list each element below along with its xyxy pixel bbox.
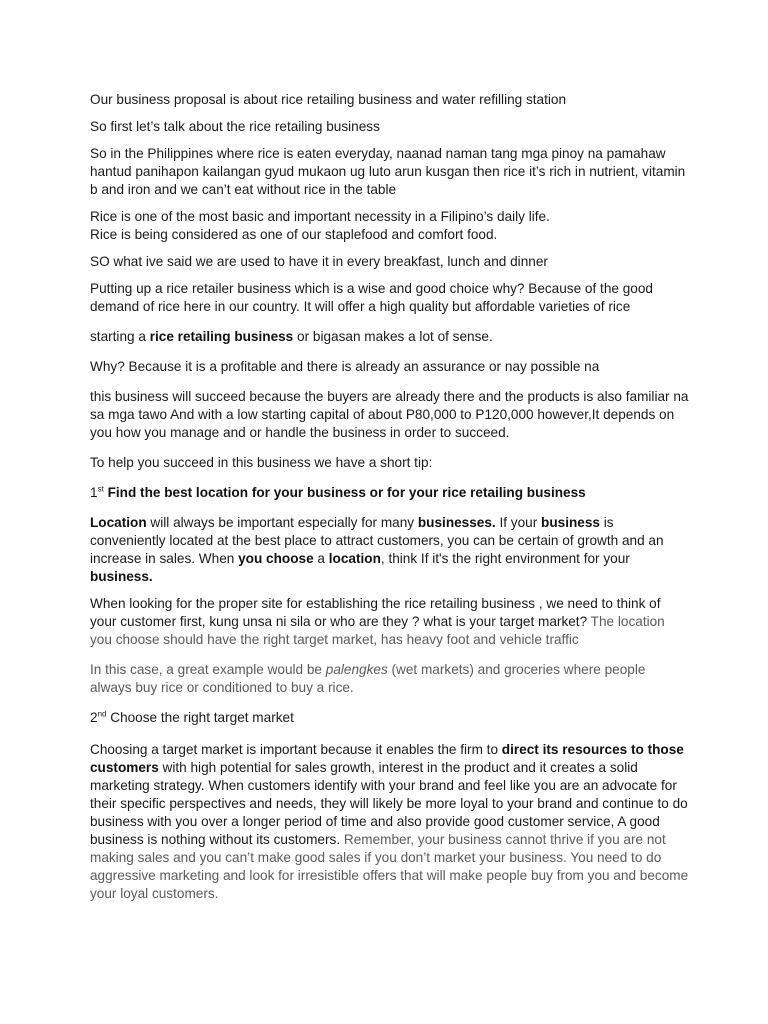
paragraph-capital: this business will succeed because the buyers are already there and the products is also familiar na sa mga tawo And with a low starting capital of about P80,000 to P120,000 however,It depends on you how you manage and or handle the business in order to succeed. bbox=[90, 389, 689, 440]
paragraph-philippines: So in the Philippines where rice is eaten everyday, naanad naman tang mga pinoy na pamahaw hantud panihapon kailangan gyud mukaon ug luto arun kusgan then rice it’s rich in nutrient, vitamin b and iron and we can’t eat without rice in the table bbox=[90, 146, 686, 197]
tip-1-heading: 1st Find the best location for your business or for your rice retailing business bbox=[90, 484, 586, 500]
paragraph-target-market: Choosing a target market is important because it enables the firm to direct its resources to those customers with high potential for sales growth, interest in the product and it creates a solid marketing strategy. When customers identify with your brand and feel like you are an advocate for their specific perspectives and needs, they will likely be more loyal to your brand and continue to do business with you over a longer period of time and also provide good customer service, A good business is nothing without its customers. Remember, your business cannot thrive if you are not making sales and you can’t make good sales if you don’t market your business. You need to do aggressive marketing and look for irresistible offers that will make people buy from you and become your loyal customers. bbox=[90, 742, 689, 901]
paragraph-location: Location will always be important especially for many businesses. If your business is conveniently located at the best place to attract customers, you can be certain of growth and an increase in sales. When you choose a location, think If it's the right environment for your business. bbox=[90, 515, 664, 584]
paragraph-proper-site: When looking for the proper site for establishing the rice retailing business , we need to think of your customer first, kung unsa ni sila or who are they ? what is your target market? The location you choose should have the right target market, has heavy foot and vehicle traffic bbox=[90, 596, 665, 647]
paragraph-intro: Our business proposal is about rice retailing business and water refilling station bbox=[90, 92, 567, 107]
paragraph-palengkes: In this case, a great example would be palengkes (wet markets) and groceries where people always buy rice or conditioned to buy a rice. bbox=[90, 662, 646, 695]
tip-2-heading: 2nd Choose the right target market bbox=[90, 709, 294, 725]
paragraph-necessity bbox=[90, 208, 690, 244]
paragraph-why: Why? Because it is a profitable and there is already an assurance or nay possible na bbox=[90, 359, 600, 374]
paragraph-meals: SO what ive said we are used to have it in every breakfast, lunch and dinner bbox=[90, 254, 548, 269]
paragraph-tip-intro: To help you succeed in this business we have a short tip: bbox=[90, 455, 433, 470]
necessity-line-2: Rice is being considered as one of our staplefood and comfort food. bbox=[90, 227, 498, 242]
paragraph-bigasan: starting a rice retailing business or bigasan makes a lot of sense. bbox=[90, 329, 493, 344]
necessity-line-1: Rice is one of the most basic and important necessity in a Filipino’s daily life. bbox=[90, 209, 550, 224]
paragraph-wise-choice: Putting up a rice retailer business which is a wise and good choice why? Because of the good demand of rice here in our country. It will offer a high quality but affordable varieties of rice bbox=[90, 281, 653, 314]
document-body bbox=[90, 91, 690, 903]
bold-rice-retailing: rice retailing business bbox=[149, 329, 294, 344]
paragraph-rice-intro: So first let’s talk about the rice retailing business bbox=[90, 119, 380, 134]
